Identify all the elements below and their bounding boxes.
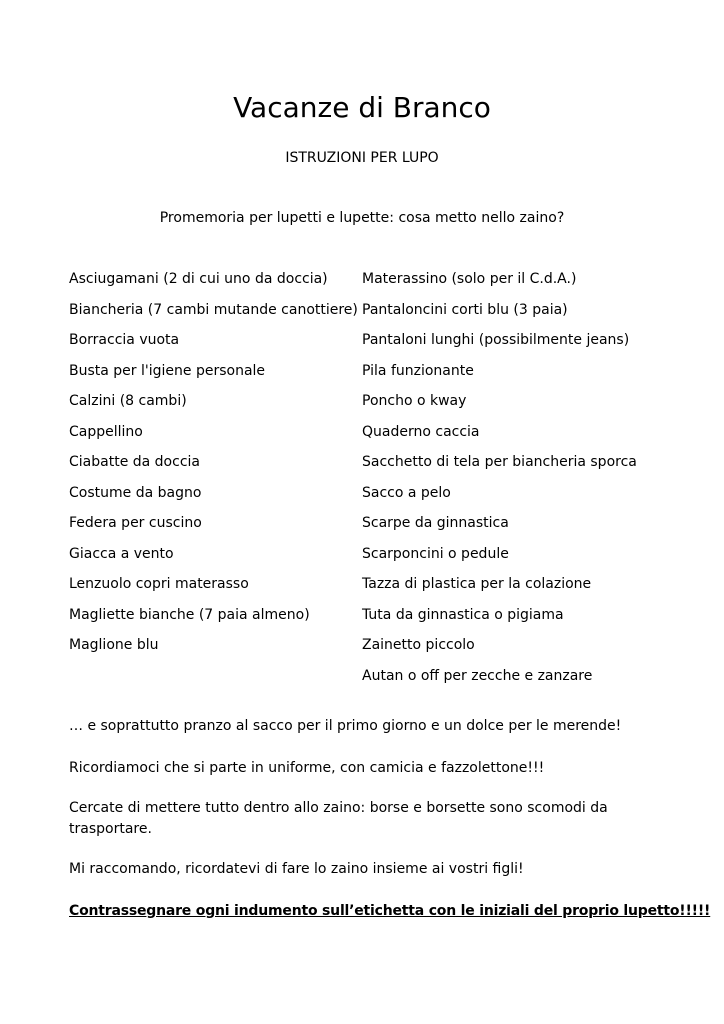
list-item: Borraccia vuota [69,332,180,348]
list-item: Costume da bagno [69,484,202,501]
list-item: Scarpe da ginnastica [362,515,509,531]
list-item: Biancheria (7 cambi mutande canottiere) [69,301,358,318]
list-item: Materassino (solo per il C.d.A.) [362,271,577,287]
list-item: Pantaloni lunghi (possibilmente jeans) [362,332,630,348]
list-item: Tuta da ginnastica o pigiama [362,606,564,623]
list-item: Pantaloncini corti blu (3 paia) [362,301,568,318]
list-item: Giacca a vento [69,545,174,562]
intro-text: Promemoria per lupetti e lupette: cosa metto nello zaino? [159,210,565,226]
packing-list-right [362,268,662,695]
list-item: Ciabatte da doccia [69,454,200,470]
list-item: Quaderno caccia [362,423,480,440]
packing-list-left [69,268,358,665]
list-item: Poncho o kway [362,393,467,409]
paragraph-uniform: Ricordiamoci che si parte in uniforme, con camicia e fazzolettone!!! [69,760,545,776]
paragraph-lunch: … e soprattutto pranzo al sacco per il primo giorno e un dolce per le merende! [69,718,622,734]
list-item: Cappellino [69,423,143,440]
list-item: Calzini (8 cambi) [69,393,187,409]
list-item: Magliette bianche (7 paia almeno) [69,606,310,623]
list-item: Zainetto piccolo [362,637,475,653]
paragraph-backpack: Cercate di mettere tutto dentro allo zaino: borse e borsette sono scomodi da trasportare. [69,800,608,837]
list-item: Autan o off per zecche e zanzare [362,667,593,684]
document-title: Vacanze di Branco [233,91,491,124]
paragraph-parents: Mi raccomando, ricordatevi di fare lo zaino insieme ai vostri figli! [69,861,524,877]
list-item: Scarponcini o pedule [362,545,509,562]
list-item: Sacco a pelo [362,484,451,501]
list-item: Lenzuolo copri materasso [69,576,249,592]
list-item: Pila funzionante [362,362,474,379]
list-item: Tazza di plastica per la colazione [362,576,592,592]
list-item: Sacchetto di tela per biancheria sporca [362,454,637,470]
document-subtitle: ISTRUZIONI PER LUPO [285,150,439,166]
paragraph-labels-warning: Contrassegnare ogni indumento sull’etichetta con le iniziali del proprio lupetto!!!!! [69,903,711,919]
list-item: Asciugamani (2 di cui uno da doccia) [69,271,328,287]
list-item: Busta per l'igiene personale [69,362,266,379]
list-item: Federa per cuscino [69,515,202,531]
list-item: Maglione blu [69,637,159,653]
